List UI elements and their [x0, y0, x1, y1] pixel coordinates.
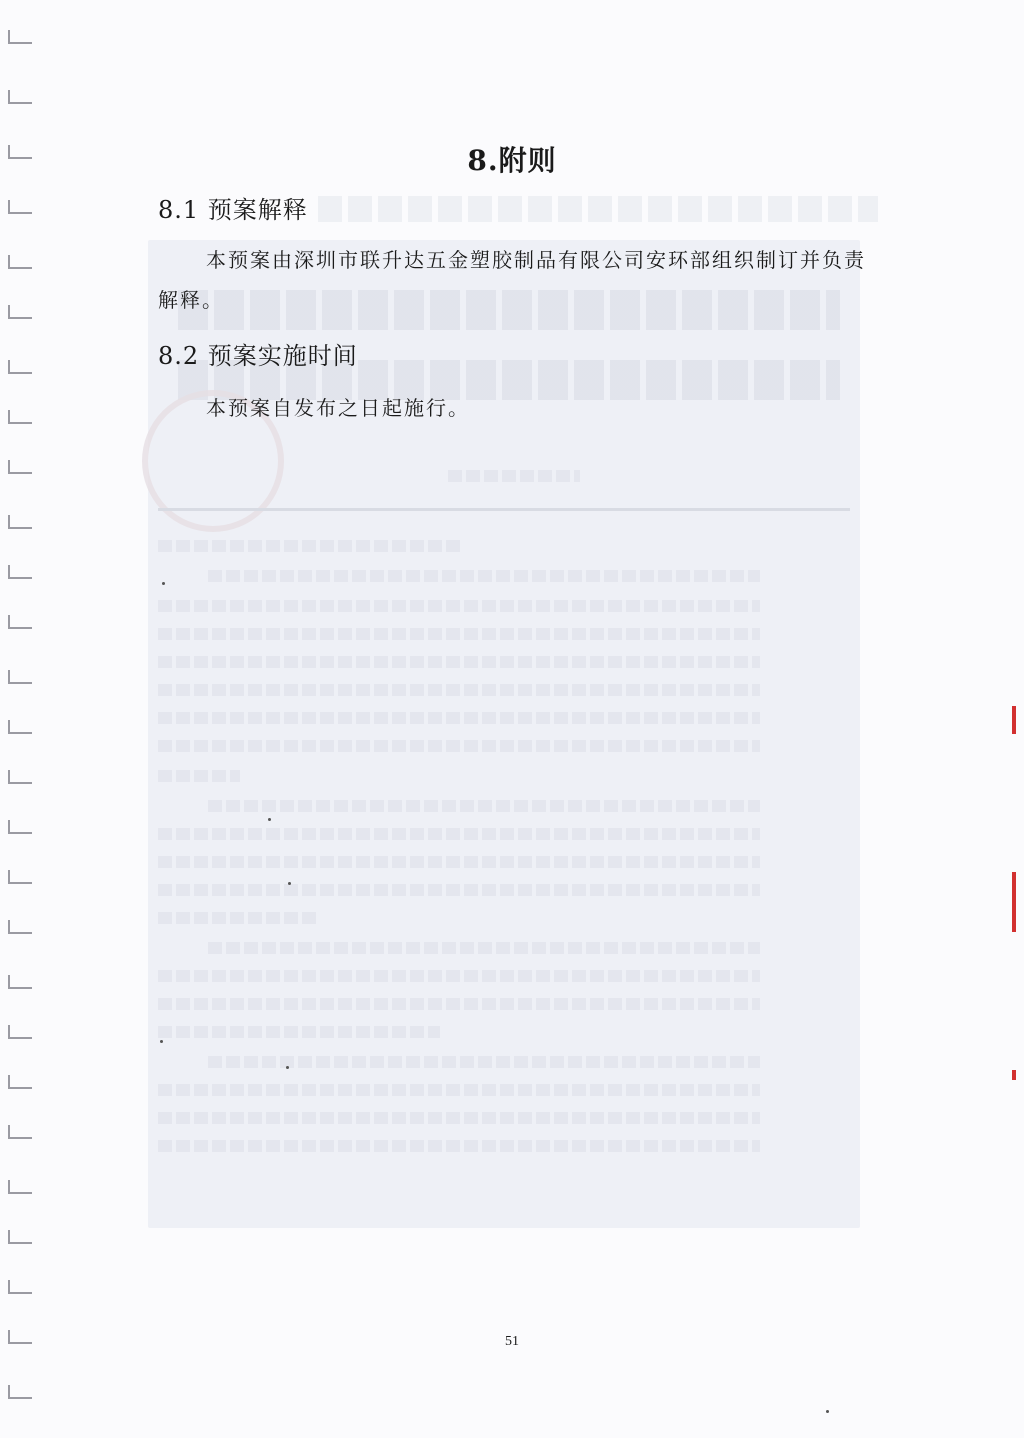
reverse-side-bleed-header	[318, 196, 878, 222]
scan-speck	[826, 1410, 829, 1413]
scan-speck	[268, 818, 271, 821]
scan-speck	[286, 1066, 289, 1069]
red-edge-mark	[1012, 706, 1016, 734]
scan-speck	[288, 882, 291, 885]
binding-holes	[8, 0, 34, 1438]
scan-speck	[162, 582, 165, 585]
red-edge-mark	[1012, 872, 1016, 932]
section-heading-8-1: 8.1 预案解释	[158, 196, 308, 224]
red-edge-mark	[1012, 1070, 1016, 1080]
page-title: 8.附则	[467, 143, 557, 177]
scan-speck	[160, 1040, 163, 1043]
section-body-8-2: 本预案自发布之日起施行。	[206, 396, 470, 420]
page-number: 51	[505, 1334, 519, 1349]
section-heading-8-2: 8.2 预案实施时间	[158, 342, 358, 370]
section-body-8-1: 本预案由深圳市联升达五金塑胶制品有限公司安环部组织制订并负责解释。	[158, 248, 866, 312]
